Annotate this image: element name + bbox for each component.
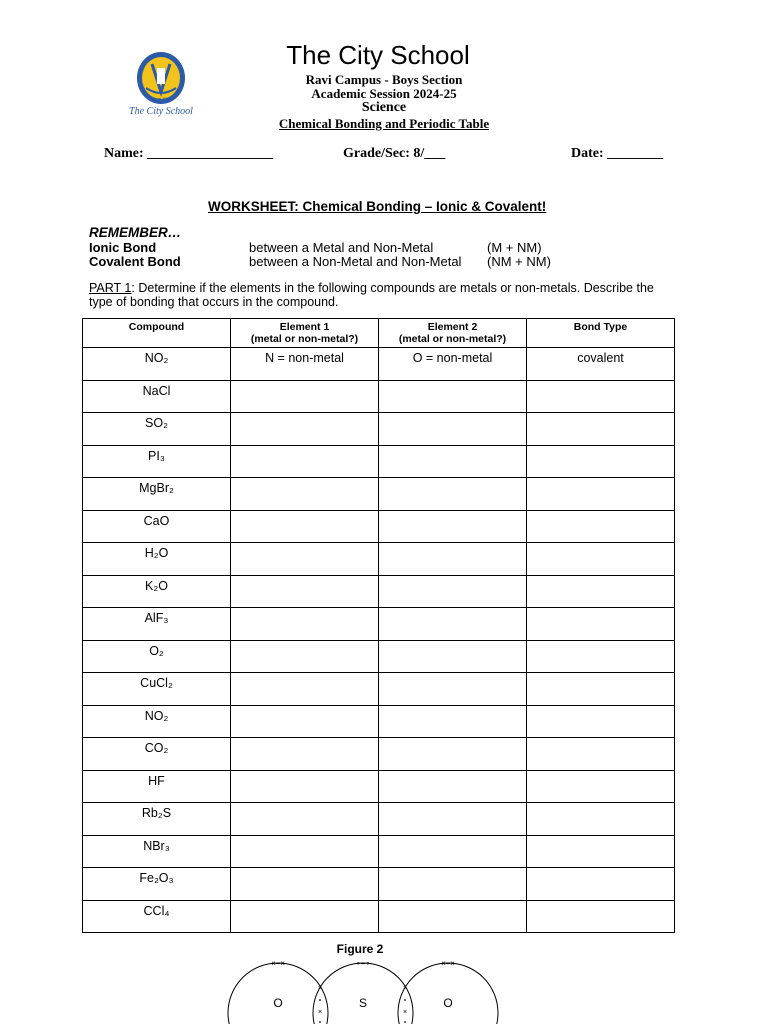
covalent-bond-row: [89, 254, 609, 270]
atom-label-center: S: [358, 996, 368, 1010]
table-row: [83, 413, 675, 446]
shared-electrons-right: ∘: [402, 1019, 408, 1024]
element2-cell[interactable]: [379, 835, 527, 868]
element2-cell[interactable]: [379, 900, 527, 933]
table-row: [83, 738, 675, 771]
header-element2: [379, 319, 527, 348]
bond-type-cell[interactable]: [527, 380, 675, 413]
covalent-bond-desc: between a Non-Metal and Non-Metal: [249, 254, 462, 269]
element2-cell[interactable]: [379, 868, 527, 901]
compound-cell: HF: [83, 770, 231, 803]
element1-cell[interactable]: [231, 803, 379, 836]
table-header-row: [83, 319, 675, 348]
left-circle-electrons: ×–×: [271, 959, 285, 968]
compound-cell: MgBr₂: [83, 478, 231, 511]
table-row: [83, 478, 675, 511]
shared-electrons-right: ×: [402, 985, 408, 992]
atom-label-right: O: [443, 996, 453, 1010]
compound-cell: NO₂: [83, 348, 231, 381]
table-row: [83, 510, 675, 543]
element1-cell[interactable]: [231, 413, 379, 446]
center-circle-electrons: ∘–∘: [355, 959, 371, 968]
element1-cell[interactable]: [231, 575, 379, 608]
shared-electrons-left: ∘: [317, 997, 323, 1004]
worksheet-title: WORKSHEET: Chemical Bonding – Ionic & Covalent!: [208, 199, 547, 214]
element1-cell[interactable]: [231, 868, 379, 901]
table-row: [83, 803, 675, 836]
compound-cell: SO₂: [83, 413, 231, 446]
date-field[interactable]: Date: ________: [571, 146, 664, 161]
so2-bonding-diagram: [220, 955, 510, 1024]
element1-cell[interactable]: [231, 640, 379, 673]
bond-type-cell[interactable]: [527, 705, 675, 738]
element2-cell[interactable]: [379, 738, 527, 771]
topic-line: Chemical Bonding and Periodic Table: [278, 116, 490, 131]
table-row: [83, 445, 675, 478]
table-row: [83, 868, 675, 901]
bond-type-cell[interactable]: [527, 803, 675, 836]
bond-type-cell[interactable]: [527, 738, 675, 771]
bond-type-cell[interactable]: [527, 900, 675, 933]
element1-cell[interactable]: N = non-metal: [231, 348, 379, 381]
ionic-bond-abbr: (M + NM): [487, 240, 542, 255]
element2-cell[interactable]: [379, 673, 527, 706]
bond-type-cell[interactable]: [527, 445, 675, 478]
compound-cell: O₂: [83, 640, 231, 673]
compound-cell: NaCl: [83, 380, 231, 413]
element2-cell[interactable]: [379, 478, 527, 511]
element2-cell[interactable]: [379, 640, 527, 673]
shared-electrons-left: ×: [317, 985, 323, 992]
campus-line: Ravi Campus - Boys Section: [305, 72, 463, 87]
ionic-bond-desc: between a Metal and Non-Metal: [249, 240, 434, 255]
compound-cell: H₂O: [83, 543, 231, 576]
compound-cell: NO₂: [83, 705, 231, 738]
compound-cell: CaO: [83, 510, 231, 543]
compound-cell: CuCl₂: [83, 673, 231, 706]
element2-cell[interactable]: [379, 705, 527, 738]
table-row: [83, 348, 675, 381]
element2-cell[interactable]: [379, 510, 527, 543]
element1-cell[interactable]: [231, 608, 379, 641]
compound-cell: CO₂: [83, 738, 231, 771]
bond-type-cell[interactable]: [527, 673, 675, 706]
element2-cell[interactable]: O = non-metal: [379, 348, 527, 381]
element1-cell[interactable]: [231, 738, 379, 771]
name-field[interactable]: Name: __________________: [104, 146, 274, 161]
element2-cell[interactable]: [379, 445, 527, 478]
bond-type-cell[interactable]: [527, 543, 675, 576]
school-logo: [118, 48, 204, 120]
element1-cell[interactable]: [231, 673, 379, 706]
element1-cell[interactable]: [231, 770, 379, 803]
element1-cell[interactable]: [231, 900, 379, 933]
bond-type-cell[interactable]: covalent: [527, 348, 675, 381]
compound-cell: PI₃: [83, 445, 231, 478]
element1-cell[interactable]: [231, 445, 379, 478]
part1-instructions: [89, 281, 679, 309]
header-compound: Compound: [83, 319, 231, 348]
bond-type-cell[interactable]: [527, 608, 675, 641]
element1-cell[interactable]: [231, 510, 379, 543]
atom-label-left: O: [273, 996, 283, 1010]
table-row: [83, 608, 675, 641]
logo-since: Since 1978: [150, 96, 172, 101]
element1-cell[interactable]: [231, 543, 379, 576]
compound-cell: Fe₂O₃: [83, 868, 231, 901]
part1-label: PART 1: [89, 281, 132, 295]
table-row: [83, 380, 675, 413]
covalent-bond-name: Covalent Bond: [89, 254, 181, 269]
table-row: [83, 543, 675, 576]
grade-field[interactable]: Grade/Sec: 8/___: [343, 146, 446, 161]
shared-electrons-right: ∘: [402, 997, 408, 1004]
table-row: [83, 705, 675, 738]
subject-line: Science: [361, 100, 407, 115]
shared-electrons-left: ∘: [317, 1019, 323, 1024]
bonding-table: [82, 318, 675, 933]
bond-type-cell[interactable]: [527, 770, 675, 803]
compound-cell: NBr₃: [83, 835, 231, 868]
bond-type-cell[interactable]: [527, 640, 675, 673]
shared-electrons-left: ×: [317, 1009, 323, 1016]
compound-cell: CCl₄: [83, 900, 231, 933]
element1-cell[interactable]: [231, 835, 379, 868]
compound-cell: AlF₃: [83, 608, 231, 641]
element2-cell[interactable]: [379, 575, 527, 608]
compound-cell: Rb₂S: [83, 803, 231, 836]
right-circle-electrons: ×–×: [441, 959, 455, 968]
element2-cell[interactable]: [379, 770, 527, 803]
session-line: Academic Session 2024-25: [311, 86, 457, 101]
bond-type-cell[interactable]: [527, 575, 675, 608]
school-title: The City School: [286, 40, 470, 70]
bond-type-cell[interactable]: [527, 868, 675, 901]
logo-text: The City School: [129, 106, 193, 117]
table-row: [83, 640, 675, 673]
compound-cell: K₂O: [83, 575, 231, 608]
element2-cell[interactable]: [379, 543, 527, 576]
bond-type-cell[interactable]: [527, 413, 675, 446]
element2-cell[interactable]: [379, 803, 527, 836]
element2-cell[interactable]: [379, 608, 527, 641]
figure-title: Figure 2: [336, 942, 384, 956]
element1-cell[interactable]: [231, 705, 379, 738]
header-element2-title: Element 2: [427, 321, 478, 333]
bond-type-cell[interactable]: [527, 510, 675, 543]
table-row: [83, 835, 675, 868]
table-row: [83, 900, 675, 933]
header-bond-type: Bond Type: [527, 319, 675, 348]
part1-text: : Determine if the elements in the following compounds are metals or non-metals. Describe the type of bonding that occurs in the compound.: [89, 281, 654, 309]
table-row: [83, 770, 675, 803]
header-element1-sub: (metal or non-metal?): [250, 333, 359, 345]
element1-cell[interactable]: [231, 478, 379, 511]
ionic-bond-name: Ionic Bond: [89, 240, 157, 255]
bond-type-cell[interactable]: [527, 835, 675, 868]
element2-cell[interactable]: [379, 380, 527, 413]
table-row: [83, 673, 675, 706]
element1-cell[interactable]: [231, 380, 379, 413]
header-element2-sub: (metal or non-metal?): [398, 333, 507, 345]
remember-heading: REMEMBER…: [89, 225, 182, 240]
covalent-bond-abbr: (NM + NM): [487, 254, 551, 269]
header-element1-title: Element 1: [279, 321, 330, 333]
table-row: [83, 575, 675, 608]
shared-electrons-right: ×: [402, 1009, 408, 1016]
bond-type-cell[interactable]: [527, 478, 675, 511]
element2-cell[interactable]: [379, 413, 527, 446]
header-element1: [231, 319, 379, 348]
